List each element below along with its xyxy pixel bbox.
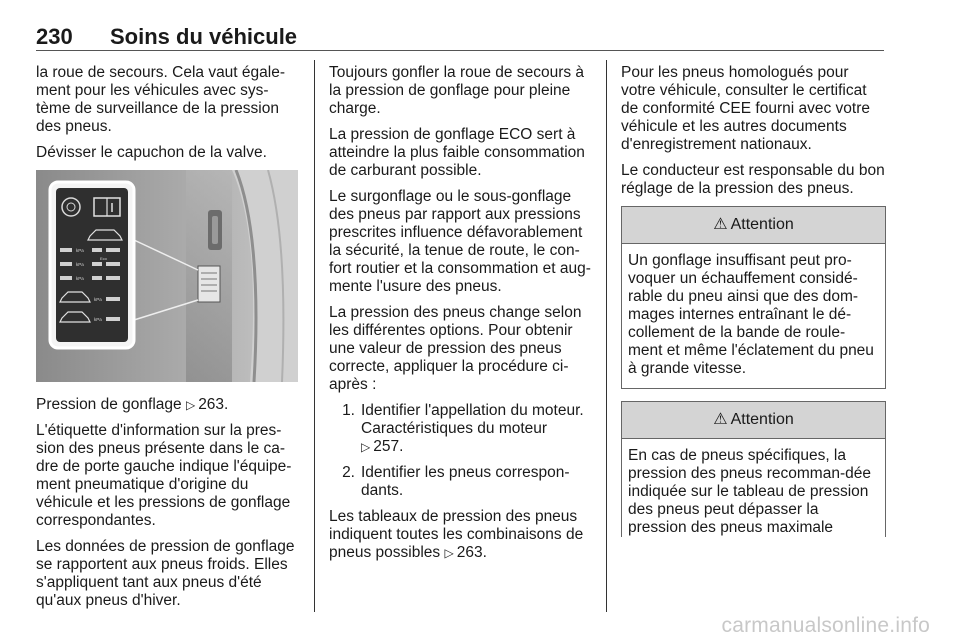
section-title: Soins du véhicule [110,24,298,49]
paragraph: la roue de secours. Cela vaut égale-ment pour les véhicules avec sys-tème de surveillance de la pression des pneus. [36,64,286,135]
warning-text: En cas de pneus spécifiques, la pression des pneus recomman-dée indiquée sur le tableau de pression des pneus peut dépasser la pression des pneus maximale [628,447,871,536]
kpa-label: kPa [76,262,84,267]
step-reference[interactable]: 257. [373,438,404,455]
warning-triangle-icon: ⚠ [713,411,728,428]
caption-reference[interactable]: 263. [198,396,229,413]
header-rule [36,50,884,51]
paragraph: Toujours gonfler la roue de secours à la pression de gonflage pour pleine charge. [329,64,585,117]
kpa-label: kPa [94,297,102,302]
list-item [329,464,595,500]
paragraph: La pression des pneus change selon les différentes options. Pour obtenir une valeur de pression des pneus correcte, appliquer la procédure ci-après : [329,304,582,393]
warning-title: Attention [730,411,794,428]
cross-reference-icon: ▷ [444,546,454,560]
step-text: Identifier l'appellation du moteur. Caractéristiques du moteur ▷ 257. [361,402,584,455]
kpa-label: kPa [76,276,84,281]
column-3 [621,64,885,537]
procedure-steps [329,402,595,500]
page-number: 230 [36,24,73,49]
tyre-pressure-label-figure [36,170,298,382]
cross-reference-icon: ▷ [185,398,196,412]
warning-title: Attention [730,216,794,233]
kpa-label: kPa [94,317,102,322]
step-text: Identifier les pneus correspon-dants. [361,464,570,499]
paragraph: Pour les pneus homologués pour votre véhicule, consulter le certificat de conformité CEE fourni avec votre véhicule et les autres documents d'enregistrement nationaux. [621,64,870,153]
column-divider-2 [606,60,607,612]
list-item [329,402,595,456]
figure-caption [36,396,300,414]
caption-text: Pression de gonflage [36,396,182,413]
eco-label: Eco [100,256,107,261]
paragraph: Les données de pression de gonflage se rapportent aux pneus froids. Elles s'appliquent tant aux pneus d'été qu'aux pneus d'hiver. [36,538,295,609]
warning-text: Un gonflage insuffisant peut pro-voquer un échauffement considé-rable du pneu ainsi que des dom-mages internes entraînant le dé-collement de la bande de roule-ment et même l'éclatement du pneu à grande vitesse. [628,252,874,377]
warning-header [622,207,885,244]
watermark: carmanualsonline.info [721,614,930,637]
warning-triangle-icon: ⚠ [713,216,728,233]
paragraph: L'étiquette d'information sur la pres-sion des pneus présente dans le ca-dre de porte gauche indique l'équipe-ment pneumatique d'origine du véhicule et les pressions de gonflage correspondantes. [36,422,292,529]
column-2 [329,64,595,570]
paragraph: Dévisser le capuchon de la valve. [36,144,267,161]
warning-box [621,206,886,389]
step-number: 2. [342,464,355,481]
column-divider-1 [314,60,315,612]
paragraph: Le surgonflage ou le sous-gonflage des pneus par rapport aux pressions prescrites influence défavorablement la sécurité, la tenue de route, le con-fort routier et la consommation et aug-mente l'usure des pneus. [329,188,591,295]
kpa-label: kPa [76,248,84,253]
step-number: 1. [342,402,355,419]
paragraph: La pression de gonflage ECO sert à atteindre la plus faible consommation de carburant possible. [329,126,585,179]
column-1 [36,64,300,618]
cross-reference-icon: ▷ [361,440,371,454]
paragraph: Les tableaux de pression des pneus indiquent toutes les combinaisons de pneus possibles ▷ 263. [329,508,584,561]
paragraph: Le conducteur est responsable du bon réglage de la pression des pneus. [621,162,885,197]
warning-box [621,401,886,537]
warning-header [622,402,885,439]
paragraph-reference[interactable]: 263. [456,544,487,561]
